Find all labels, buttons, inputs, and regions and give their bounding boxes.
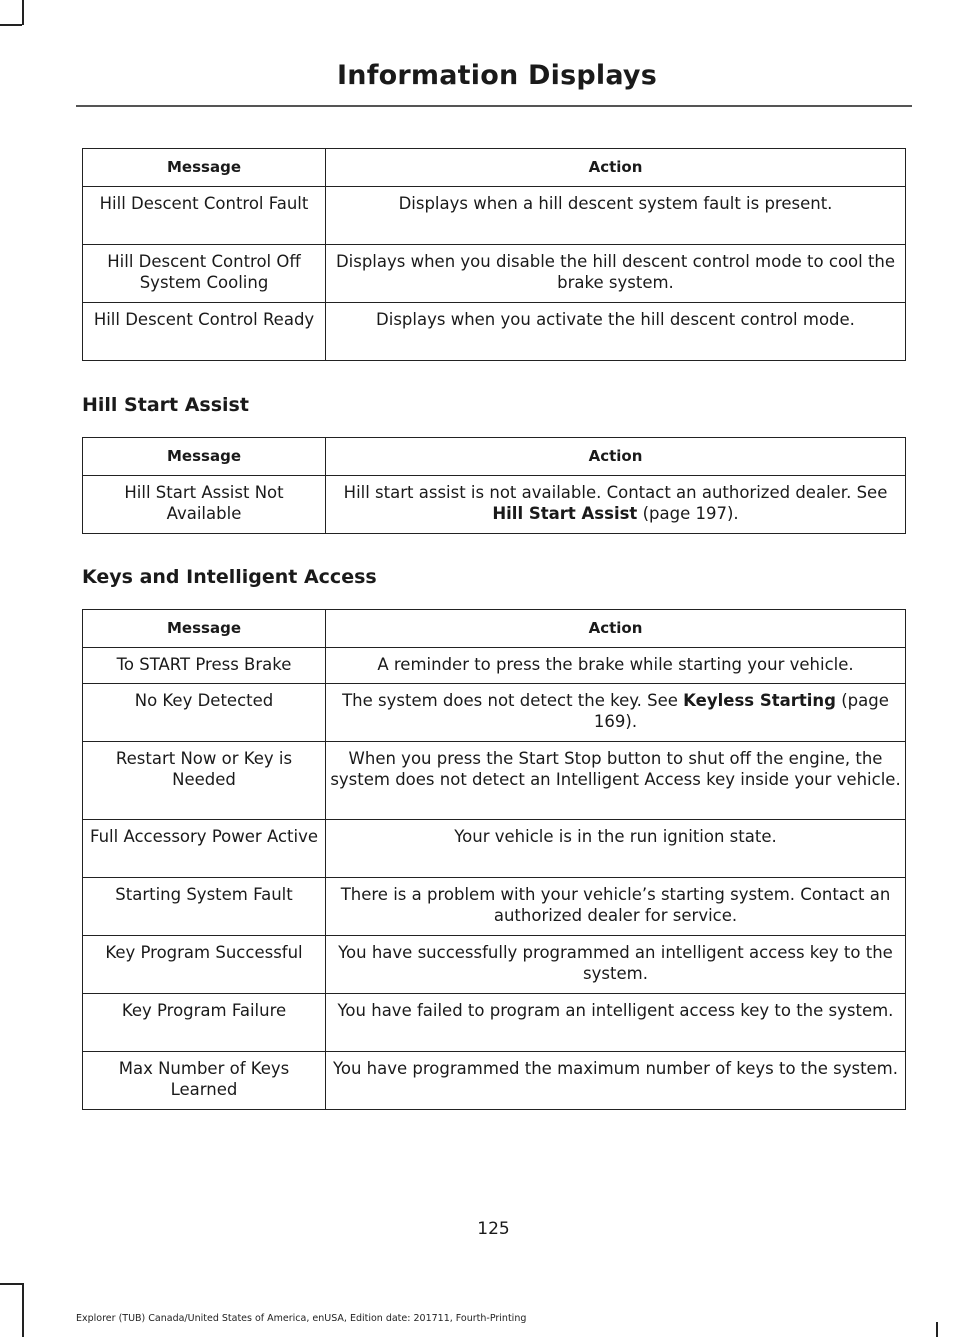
action-cell: Displays when a hill descent system fault is present. bbox=[326, 187, 906, 245]
column-header-action: Action bbox=[326, 438, 906, 476]
message-cell: No Key Detected bbox=[83, 684, 326, 742]
table-row bbox=[83, 820, 906, 878]
crop-mark bbox=[0, 24, 22, 26]
action-cell: You have programmed the maximum number of keys to the system. bbox=[326, 1052, 906, 1110]
message-cell: Hill Descent Control Off System Cooling bbox=[83, 245, 326, 303]
page-reference: (page 169). bbox=[593, 691, 889, 731]
table-row bbox=[83, 648, 906, 684]
keys-table bbox=[82, 609, 906, 1110]
message-cell: Hill Start Assist Not Available bbox=[83, 476, 326, 534]
action-cell bbox=[326, 684, 906, 742]
crop-mark bbox=[22, 0, 24, 25]
action-cell: Your vehicle is in the run ignition state. bbox=[326, 820, 906, 878]
table-row bbox=[83, 684, 906, 742]
crop-mark bbox=[0, 1283, 22, 1285]
table-row bbox=[83, 245, 906, 303]
action-cell: You have successfully programmed an intelligent access key to the system. bbox=[326, 936, 906, 994]
table-row bbox=[83, 994, 906, 1052]
column-header-action: Action bbox=[326, 610, 906, 648]
header-divider bbox=[76, 105, 912, 107]
table-row bbox=[83, 742, 906, 820]
action-cell: When you press the Start Stop button to shut off the engine, the system does not detect an Intelligent Access key inside your vehicle. bbox=[326, 742, 906, 820]
action-text: Hill start assist is not available. Contact an authorized dealer. See bbox=[343, 483, 888, 502]
page-number: 125 bbox=[477, 1219, 510, 1239]
table-row bbox=[83, 187, 906, 245]
column-header-action: Action bbox=[326, 149, 906, 187]
column-header-message: Message bbox=[83, 438, 326, 476]
table-row bbox=[83, 878, 906, 936]
footer-edition-text: Explorer (TUB) Canada/United States of America, enUSA, Edition date: 201711, Fourth-Printing bbox=[76, 1313, 527, 1324]
table-row bbox=[83, 936, 906, 994]
table-row bbox=[83, 476, 906, 534]
message-cell: Key Program Successful bbox=[83, 936, 326, 994]
message-cell: Full Accessory Power Active bbox=[83, 820, 326, 878]
action-cell: A reminder to press the brake while starting your vehicle. bbox=[326, 648, 906, 684]
action-cell: There is a problem with your vehicle’s starting system. Contact an authorized dealer for service. bbox=[326, 878, 906, 936]
crop-mark bbox=[936, 1322, 938, 1337]
column-header-message: Message bbox=[83, 610, 326, 648]
hill-descent-table bbox=[82, 148, 906, 361]
section-heading-keys: Keys and Intelligent Access bbox=[82, 566, 377, 588]
action-cell: Displays when you activate the hill descent control mode. bbox=[326, 303, 906, 361]
page-reference: (page 197). bbox=[637, 504, 739, 523]
action-cell bbox=[326, 476, 906, 534]
hill-start-table bbox=[82, 437, 906, 534]
crop-mark bbox=[22, 1283, 24, 1337]
page-title: Information Displays bbox=[337, 60, 657, 91]
message-cell: Hill Descent Control Fault bbox=[83, 187, 326, 245]
table-row bbox=[83, 1052, 906, 1110]
section-heading-hill-start: Hill Start Assist bbox=[82, 394, 249, 416]
message-cell: Starting System Fault bbox=[83, 878, 326, 936]
message-cell: Restart Now or Key is Needed bbox=[83, 742, 326, 820]
action-cell: Displays when you disable the hill descent control mode to cool the brake system. bbox=[326, 245, 906, 303]
message-cell: Max Number of Keys Learned bbox=[83, 1052, 326, 1110]
action-cell: You have failed to program an intelligent access key to the system. bbox=[326, 994, 906, 1052]
column-header-message: Message bbox=[83, 149, 326, 187]
table-row bbox=[83, 303, 906, 361]
cross-reference-link[interactable]: Hill Start Assist bbox=[492, 504, 638, 523]
cross-reference-link[interactable]: Keyless Starting bbox=[683, 691, 836, 710]
message-cell: To START Press Brake bbox=[83, 648, 326, 684]
message-cell: Key Program Failure bbox=[83, 994, 326, 1052]
action-text: The system does not detect the key. See bbox=[342, 691, 684, 710]
message-cell: Hill Descent Control Ready bbox=[83, 303, 326, 361]
